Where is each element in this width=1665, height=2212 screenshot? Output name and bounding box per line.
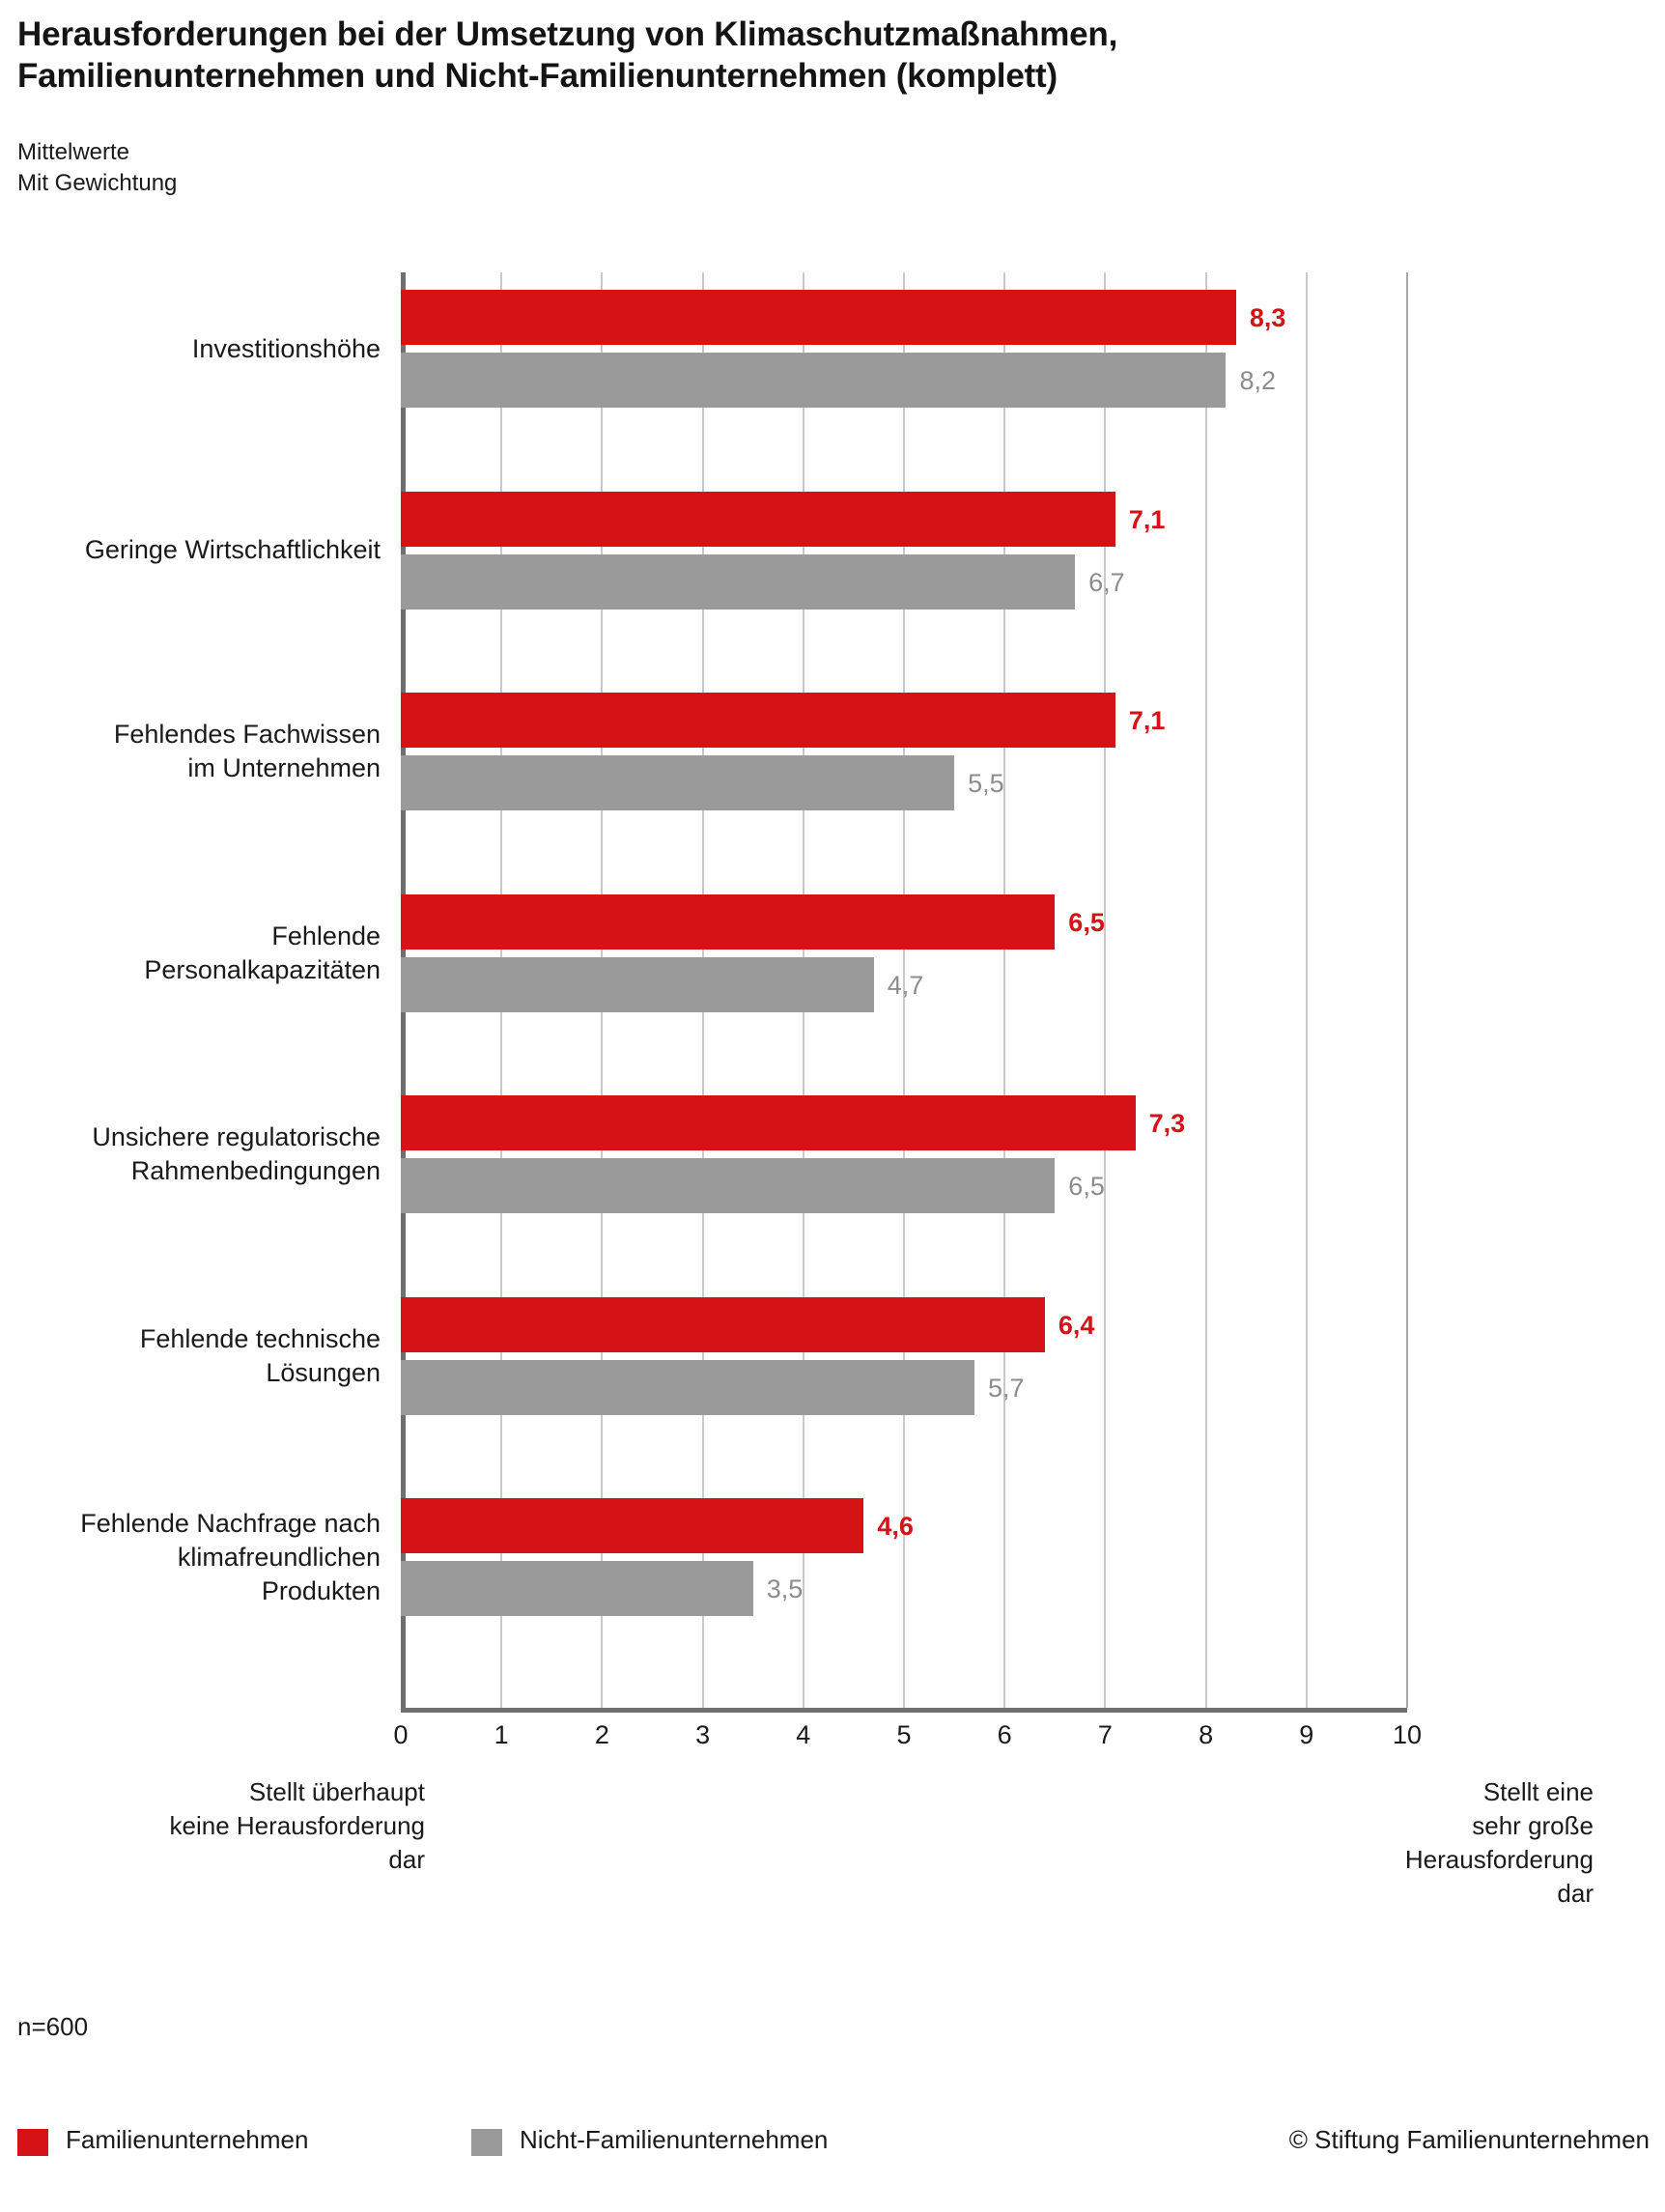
sample-size-note: n=600: [17, 2012, 89, 2041]
bar-value-nicht-familienunternehmen: 5,7: [987, 1373, 1025, 1403]
gridline: [1306, 272, 1308, 1708]
bar-value-familienunternehmen: 4,6: [877, 1512, 914, 1541]
bar-nicht-familienunternehmen: [401, 755, 954, 810]
category-label: [0, 1322, 381, 1390]
bar-familienunternehmen: [401, 290, 1236, 345]
gridline: [1205, 272, 1207, 1708]
legend-swatch-nicht-familienunternehmen: [471, 2129, 502, 2156]
bar-value-familienunternehmen: 6,5: [1068, 907, 1105, 937]
bar-familienunternehmen: [401, 894, 1055, 950]
bar-nicht-familienunternehmen: [401, 1561, 753, 1616]
category-label-line: Fehlendes Fachwissen: [113, 720, 381, 749]
bar-familienunternehmen: [401, 1297, 1045, 1352]
category-label-line: Fehlende Nachfrage nach: [80, 1508, 381, 1538]
category-label-line: Lösungen: [266, 1357, 381, 1387]
bar-familienunternehmen: [401, 1498, 863, 1553]
axis-anchor-right: [1140, 1775, 1594, 1911]
category-label: [0, 1507, 381, 1608]
category-label-line: Produkten: [261, 1575, 381, 1605]
anchor-right-line: Herausforderung: [1404, 1845, 1594, 1875]
copyright-text: © Stiftung Familienunternehmen: [1288, 2125, 1650, 2154]
category-label-line: im Unternehmen: [187, 753, 381, 783]
category-label-line: Unsichere regulatorische: [92, 1122, 381, 1151]
legend-swatch-familienunternehmen: [17, 2129, 48, 2156]
bar-familienunternehmen: [401, 492, 1115, 547]
anchor-left-line: dar: [388, 1845, 425, 1875]
anchor-right-line: sehr große: [1472, 1811, 1594, 1841]
anchor-left-line: Stellt überhaupt: [248, 1777, 425, 1806]
category-label: [0, 718, 381, 785]
category-label: [0, 920, 381, 987]
category-label-line: Investitionshöhe: [191, 333, 381, 363]
bar-value-nicht-familienunternehmen: 4,7: [887, 970, 924, 1000]
anchor-right-line: Stellt eine: [1482, 1777, 1594, 1806]
category-label: [0, 533, 381, 567]
category-label-line: Fehlende technische: [139, 1323, 381, 1353]
x-tick-label: 7: [1097, 1720, 1113, 1749]
x-tick-label: 9: [1299, 1720, 1314, 1749]
x-tick-label: 6: [997, 1720, 1012, 1749]
legend-label-nicht-familienunternehmen: Nicht-Familienunternehmen: [520, 2125, 829, 2154]
bar-familienunternehmen: [401, 1095, 1136, 1150]
x-tick-label: 0: [393, 1720, 409, 1749]
bar-value-nicht-familienunternehmen: 6,7: [1088, 567, 1125, 597]
x-tick-label: 10: [1392, 1720, 1423, 1749]
x-tick-label: 8: [1199, 1720, 1214, 1749]
category-label-line: Fehlende: [271, 921, 381, 950]
x-axis-line: [401, 1708, 1407, 1713]
page-title: Herausforderungen bei der Umsetzung von Klimaschutzmaßnahmen, Familienunternehmen und Nicht-Familienunternehmen (komplett): [17, 15, 1118, 96]
bar-nicht-familienunternehmen: [401, 1158, 1055, 1213]
bar-nicht-familienunternehmen: [401, 957, 874, 1012]
bar-value-familienunternehmen: 6,4: [1058, 1310, 1095, 1340]
bar-nicht-familienunternehmen: [401, 554, 1075, 610]
subtitle-line-1: Mittelwerte: [17, 139, 130, 165]
axis-anchor-left: [77, 1775, 425, 1877]
bar-value-familienunternehmen: 8,3: [1249, 303, 1286, 332]
bar-nicht-familienunternehmen: [401, 1360, 974, 1415]
bar-value-nicht-familienunternehmen: 5,5: [968, 769, 1004, 798]
gridline: [1406, 272, 1408, 1708]
gridline: [1003, 272, 1005, 1708]
category-label: [0, 332, 381, 366]
x-tick-label: 3: [695, 1720, 711, 1749]
subtitle-line-2: Mit Gewichtung: [17, 170, 178, 197]
legend-label-familienunternehmen: Familienunternehmen: [66, 2125, 309, 2154]
bar-value-familienunternehmen: 7,3: [1148, 1109, 1186, 1138]
bar-familienunternehmen: [401, 693, 1115, 748]
bar-value-familienunternehmen: 7,1: [1128, 504, 1166, 534]
x-tick-label: 5: [896, 1720, 912, 1749]
category-label-line: Personalkapazitäten: [144, 954, 381, 984]
gridline: [1104, 272, 1106, 1708]
chart-legend: [17, 2123, 1650, 2162]
bar-value-nicht-familienunternehmen: 3,5: [766, 1574, 804, 1603]
x-tick-label: 4: [796, 1720, 811, 1749]
category-label: [0, 1120, 381, 1188]
bar-value-nicht-familienunternehmen: 8,2: [1239, 366, 1276, 395]
x-tick-label: 2: [594, 1720, 609, 1749]
category-label-line: klimafreundlichen: [177, 1542, 381, 1572]
category-label-line: Rahmenbedingungen: [130, 1156, 381, 1186]
anchor-right-line: dar: [1557, 1879, 1594, 1909]
anchor-left-line: keine Herausforderung: [169, 1811, 425, 1841]
x-tick-label: 1: [494, 1720, 509, 1749]
category-label-line: Geringe Wirtschaftlichkeit: [84, 535, 381, 564]
bar-value-nicht-familienunternehmen: 6,5: [1068, 1172, 1105, 1201]
bar-nicht-familienunternehmen: [401, 353, 1226, 408]
bar-value-familienunternehmen: 7,1: [1128, 706, 1166, 735]
